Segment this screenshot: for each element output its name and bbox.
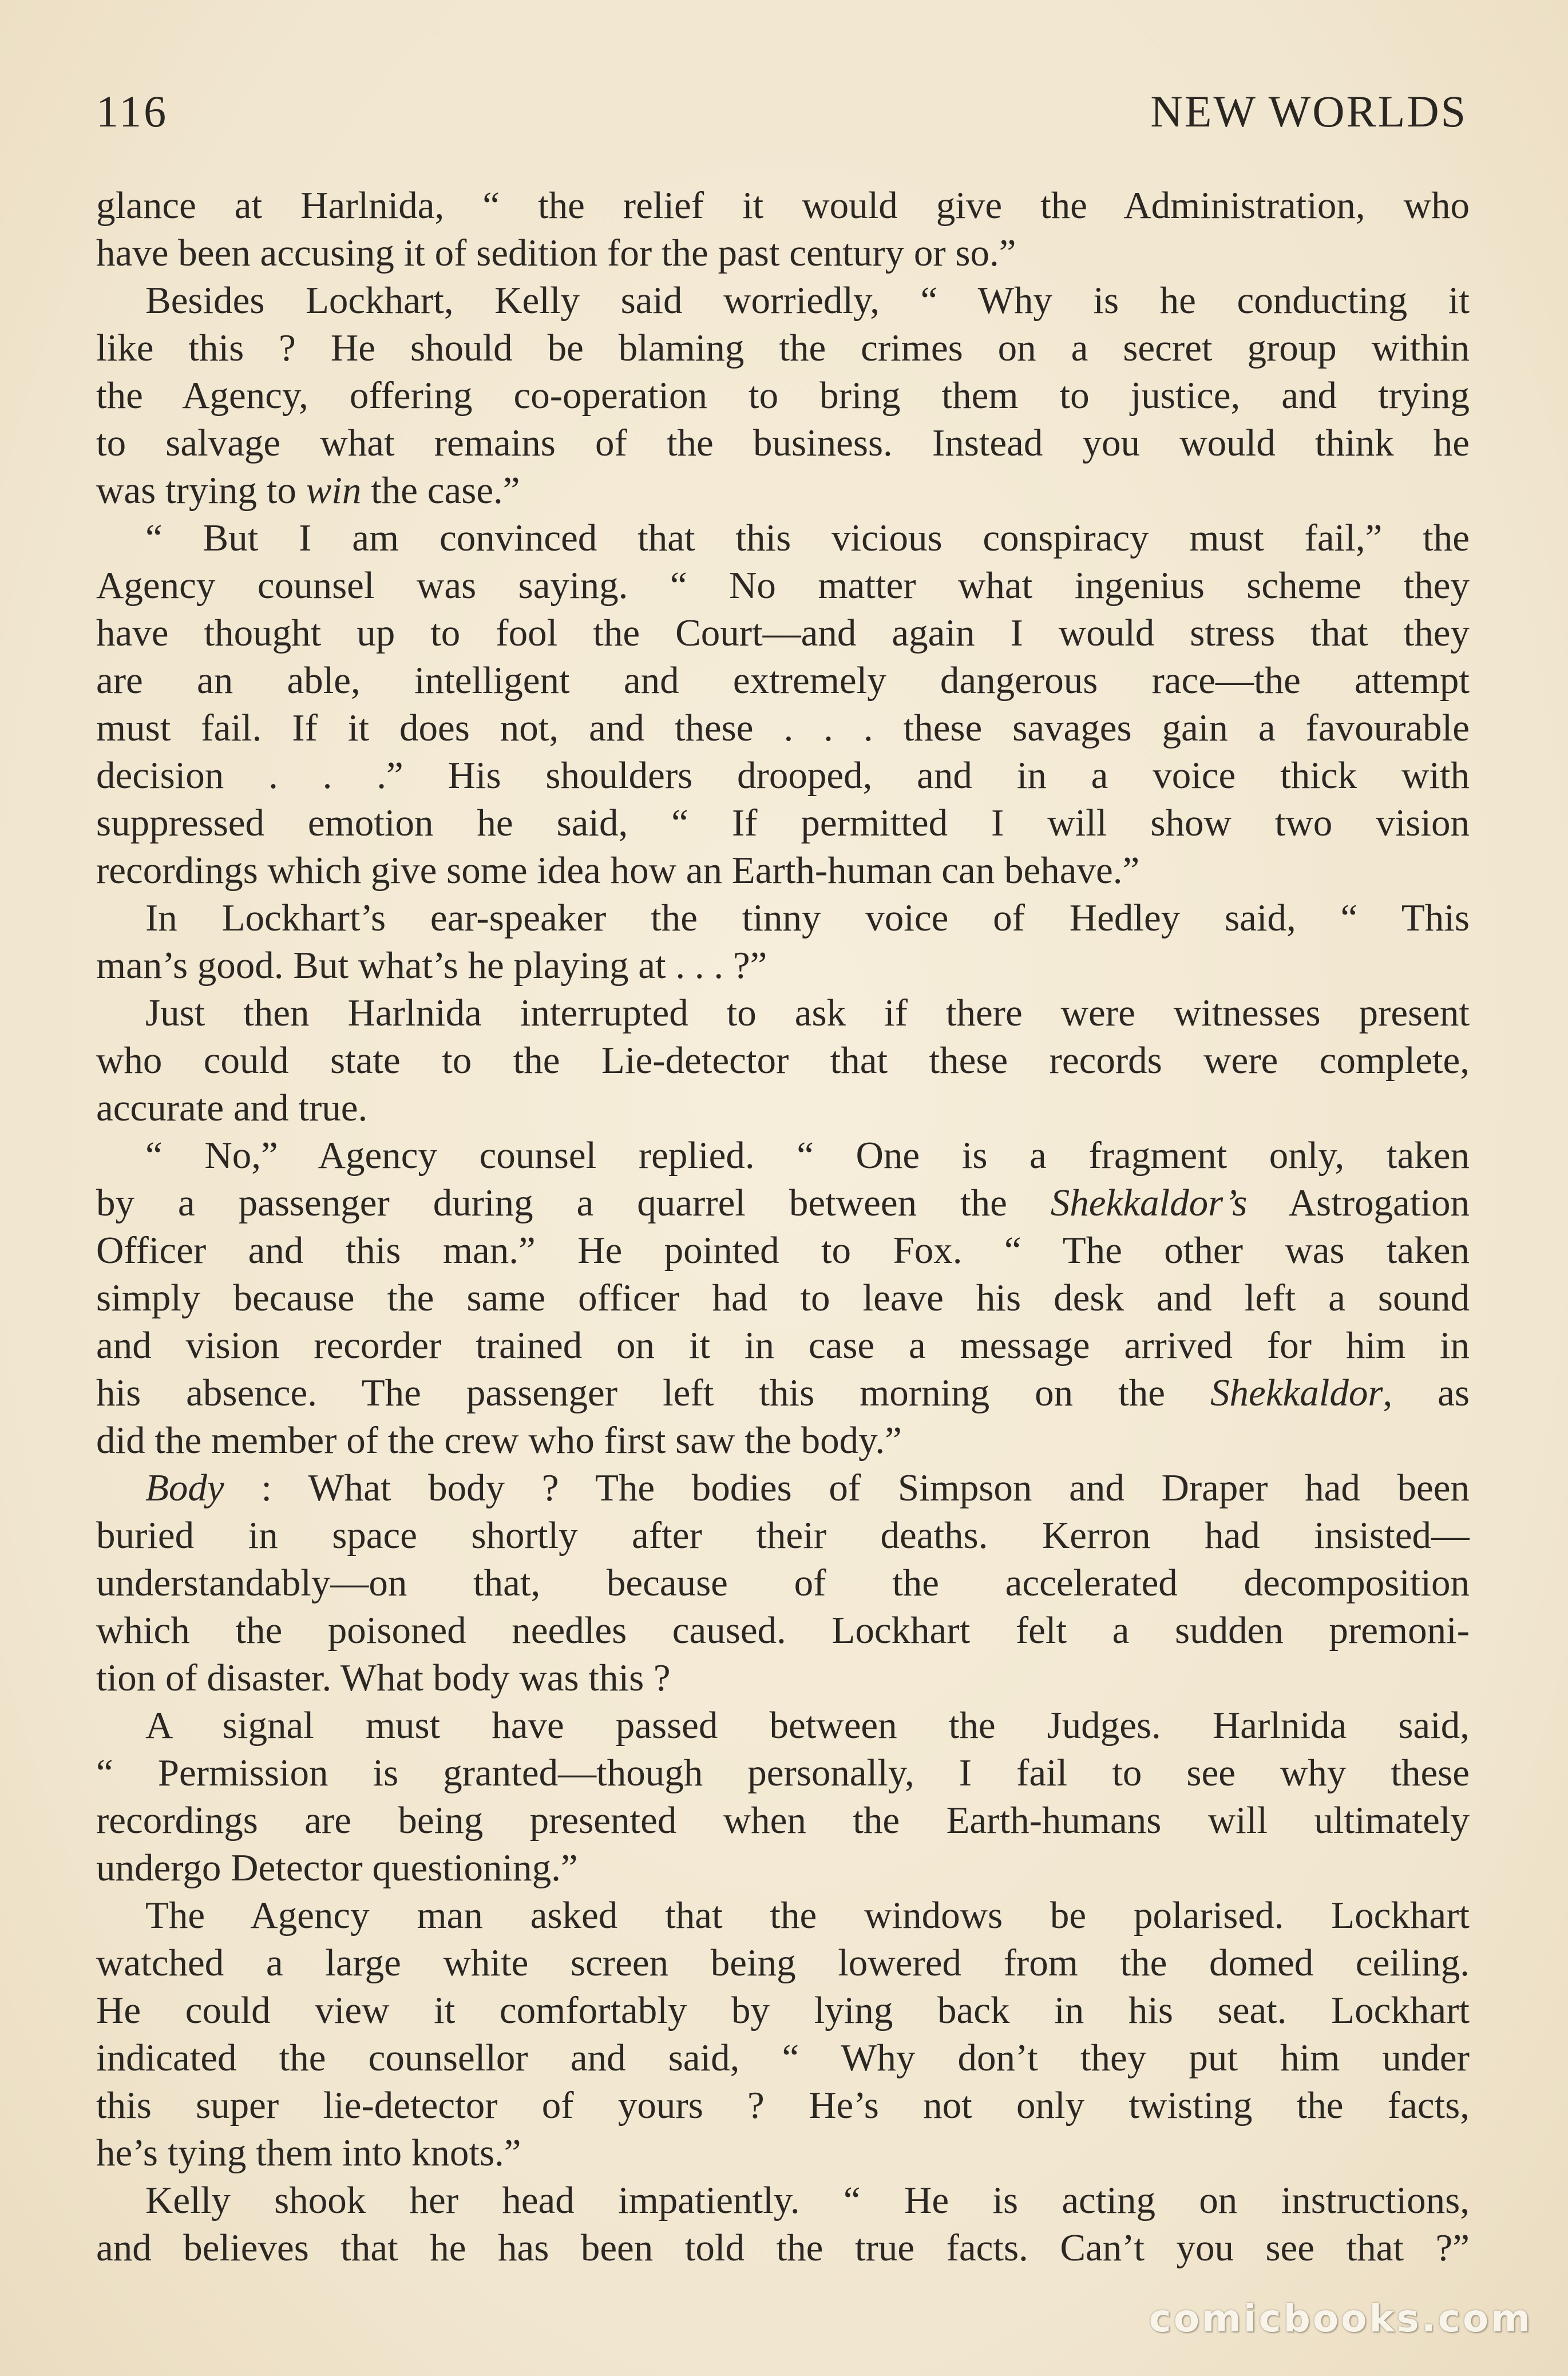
text-line (96, 847, 1470, 894)
text-run: the Agency, offering co-operation to bring them to justice, and trying (96, 374, 1470, 417)
text-run: “ Permission is granted—though personally, I fail to see why these (96, 1752, 1470, 1794)
text-line (96, 467, 1470, 514)
text-run: the case.” (361, 469, 520, 512)
text-line (96, 1274, 1470, 1322)
text-line (96, 1607, 1470, 1654)
text-run: The Agency man asked that the windows be polarised. Lockhart (145, 1894, 1470, 1937)
text-run: like this ? He should be blaming the crimes on a secret group within (96, 327, 1470, 369)
text-line (96, 657, 1470, 704)
text-line (96, 1844, 1470, 1892)
text-line (96, 609, 1470, 657)
text-run: glance at Harlnida, “ the relief it would give the Administration, who (96, 184, 1470, 227)
text-line (96, 1179, 1470, 1227)
text-line (96, 2034, 1470, 2082)
text-line (96, 1654, 1470, 1702)
text-run: this super lie-detector of yours ? He’s not only twisting the facts, (96, 2084, 1470, 2126)
text-line (96, 989, 1470, 1037)
text-line (96, 2082, 1470, 2129)
text-run: buried in space shortly after their deaths. Kerron had insisted— (96, 1514, 1470, 1557)
text-run: tion of disaster. What body was this ? (96, 1657, 671, 1699)
text-line (96, 1559, 1470, 1607)
text-run: Just then Harlnida interrupted to ask if there were witnesses present (145, 992, 1470, 1034)
text-line (96, 514, 1470, 562)
text-line (96, 2129, 1470, 2177)
text-run: accurate and true. (96, 1087, 368, 1129)
text-line (96, 1464, 1470, 1512)
italic-text: Body (145, 1467, 224, 1509)
text-run: man’s good. But what’s he playing at . . . ?” (96, 944, 767, 987)
text-run: recordings are being presented when the Earth-humans will ultimately (96, 1799, 1470, 1842)
text-run: A signal must have passed between the Judges. Harlnida said, (145, 1704, 1470, 1747)
italic-text: Shekkaldor’s (1050, 1182, 1248, 1224)
text-run: undergo Detector questioning.” (96, 1847, 578, 1889)
text-line (96, 372, 1470, 419)
text-run: watched a large white screen being lowered from the domed ceiling. (96, 1942, 1470, 1984)
text-run: Kelly shook her head impatiently. “ He is acting on instructions, (145, 2179, 1470, 2221)
text-line (96, 324, 1470, 372)
page-header (96, 86, 1467, 149)
text-run: Astrogation (1247, 1182, 1470, 1224)
text-line (96, 1322, 1470, 1369)
text-run: he’s tying them into knots.” (96, 2132, 521, 2174)
text-run: suppressed emotion he said, “ If permitted I will show two vision (96, 802, 1470, 844)
text-run: recordings which give some idea how an Earth-human can behave.” (96, 849, 1140, 892)
text-line (96, 894, 1470, 942)
text-line (96, 704, 1470, 752)
text-line (96, 752, 1470, 799)
text-run: to salvage what remains of the business. Instead you would think he (96, 422, 1470, 464)
text-run: and vision recorder trained on it in case a message arrived for him in (96, 1324, 1470, 1367)
text-run: Besides Lockhart, Kelly said worriedly, “ Why is he conducting it (145, 279, 1470, 322)
text-run: have thought up to fool the Court—and again I would stress that they (96, 612, 1470, 654)
text-line (96, 1417, 1470, 1464)
text-run: “ No,” Agency counsel replied. “ One is a fragment only, taken (145, 1134, 1470, 1177)
text-line (96, 182, 1470, 229)
page-number: 116 (96, 86, 169, 136)
text-line (96, 1037, 1470, 1084)
text-run: did the member of the crew who first saw the body.” (96, 1419, 902, 1462)
text-line (96, 419, 1470, 467)
text-line (96, 1227, 1470, 1274)
text-run: was trying to (96, 469, 306, 512)
text-run: his absence. The passenger left this morning on the (96, 1372, 1211, 1414)
text-line (96, 562, 1470, 609)
text-run: are an able, intelligent and extremely dangerous race—the attempt (96, 659, 1470, 702)
text-run: Agency counsel was saying. “ No matter what ingenius scheme they (96, 564, 1470, 607)
text-line (96, 2224, 1470, 2272)
text-run: : What body ? The bodies of Simpson and Draper had been (224, 1467, 1470, 1509)
text-run: “ But I am convinced that this vicious conspiracy must fail,” the (145, 517, 1470, 559)
text-line (96, 1084, 1470, 1132)
text-run: who could state to the Lie-detector that these records were complete, (96, 1039, 1470, 1082)
text-run: have been accusing it of sedition for the past century or so.” (96, 232, 1016, 274)
text-line (96, 229, 1470, 277)
text-run: indicated the counsellor and said, “ Why don’t they put him under (96, 2037, 1470, 2079)
running-head: NEW WORLDS (1150, 86, 1467, 136)
text-line (96, 277, 1470, 324)
text-line (96, 1702, 1470, 1749)
text-line (96, 942, 1470, 989)
text-run: and believes that he has been told the true facts. Can’t you see that ?” (96, 2227, 1470, 2269)
watermark: comicbooks.com (1149, 2296, 1533, 2341)
italic-text: Shekkaldor (1210, 1372, 1383, 1414)
text-line (96, 1132, 1470, 1179)
text-run: by a passenger during a quarrel between the (96, 1182, 1051, 1224)
text-run: understandably—on that, because of the accelerated decomposition (96, 1562, 1470, 1604)
text-line (96, 1797, 1470, 1844)
text-line (96, 1512, 1470, 1559)
text-line (96, 1892, 1470, 1939)
text-run: must fail. If it does not, and these . . . these savages gain a favourable (96, 707, 1470, 749)
text-line (96, 1369, 1470, 1417)
body-text (96, 182, 1470, 2272)
text-run: decision . . .” His shoulders drooped, and in a voice thick with (96, 754, 1470, 797)
text-run: In Lockhart’s ear-speaker the tinny voice of Hedley said, “ This (145, 897, 1470, 939)
text-run: which the poisoned needles caused. Lockhart felt a sudden premoni- (96, 1609, 1470, 1652)
text-run: simply because the same officer had to leave his desk and left a sound (96, 1277, 1470, 1319)
text-line (96, 1749, 1470, 1797)
text-line (96, 2177, 1470, 2224)
text-run: Officer and this man.” He pointed to Fox. “ The other was taken (96, 1229, 1470, 1272)
text-line (96, 1939, 1470, 1987)
text-run: , as (1383, 1372, 1470, 1414)
text-run: He could view it comfortably by lying back in his seat. Lockhart (96, 1989, 1470, 2032)
text-line (96, 1987, 1470, 2034)
italic-text: win (306, 469, 362, 512)
text-line (96, 799, 1470, 847)
